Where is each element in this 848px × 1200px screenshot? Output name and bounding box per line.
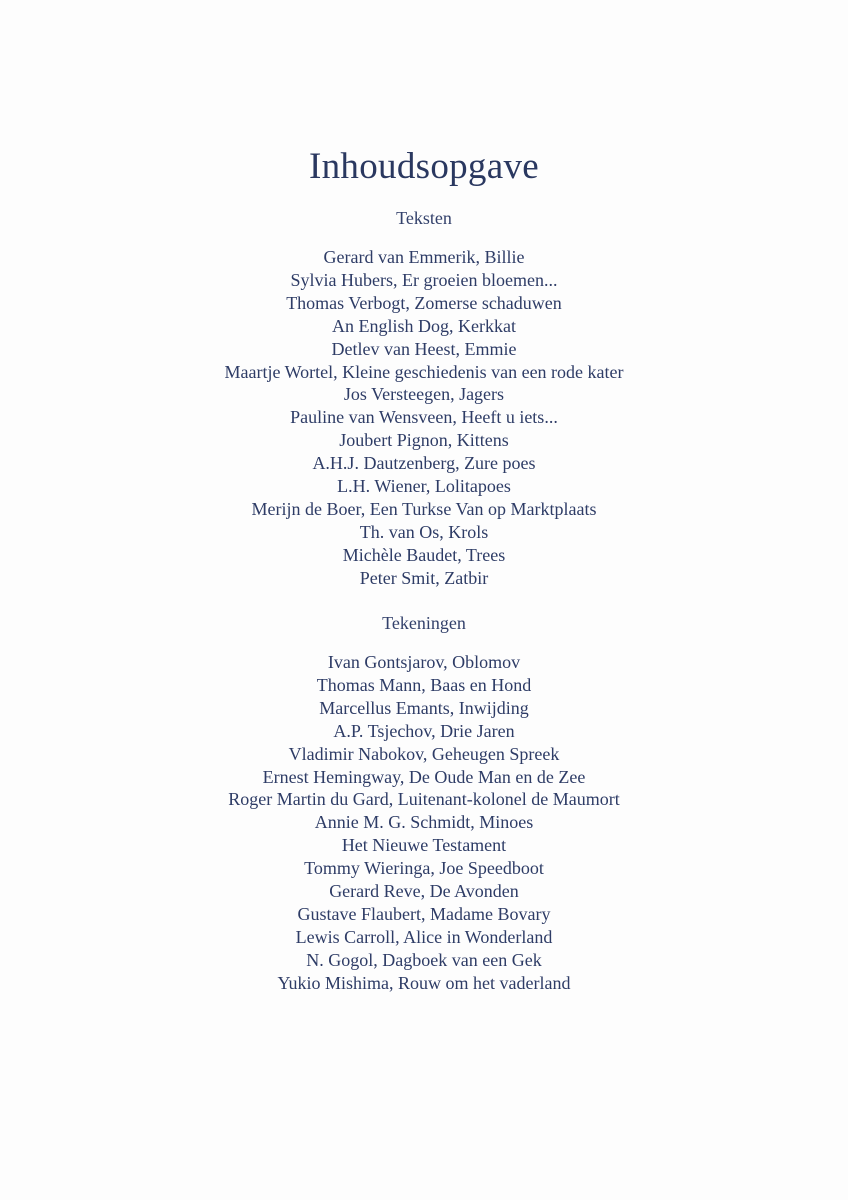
list-item: An English Dog, Kerkkat: [332, 315, 516, 336]
list-item: L.H. Wiener, Lolitapoes: [337, 476, 511, 497]
list-item: A.H.J. Dautzenberg, Zure poes: [312, 453, 536, 474]
list-item: Ernest Hemingway, De Oude Man en de Zee: [262, 766, 586, 787]
list-item: Marcellus Emants, Inwijding: [319, 697, 529, 718]
entry-list: [0, 246, 848, 590]
list-item: Peter Smit, Zatbir: [359, 567, 489, 588]
page-title: Inhoudsopgave: [309, 146, 539, 187]
list-item: Annie M. G. Schmidt, Minoes: [314, 812, 534, 833]
list-item: Pauline van Wensveen, Heeft u iets...: [290, 407, 558, 428]
list-item: Gerard van Emmerik, Billie: [323, 247, 525, 267]
list-item: Thomas Mann, Baas en Hond: [316, 674, 532, 695]
list-item: Michèle Baudet, Trees: [342, 544, 506, 565]
list-item: Het Nieuwe Testament: [341, 835, 507, 856]
section-heading: Teksten: [396, 208, 452, 228]
list-item: Gerard Reve, De Avonden: [329, 881, 519, 902]
list-item: Tommy Wieringa, Joe Speedboot: [304, 858, 544, 879]
list-item: N. Gogol, Dagboek van een Gek: [306, 949, 542, 970]
list-item: A.P. Tsjechov, Drie Jaren: [333, 720, 515, 741]
section-heading: Tekeningen: [382, 613, 466, 633]
list-item: Roger Martin du Gard, Luitenant-kolonel de Maumort: [228, 789, 620, 810]
list-item: Merijn de Boer, Een Turkse Van op Marktplaats: [251, 498, 597, 519]
entry-list: [0, 651, 848, 995]
list-item: Jos Versteegen, Jagers: [343, 384, 505, 405]
list-item: Yukio Mishima, Rouw om het vaderland: [277, 972, 571, 993]
list-item: Detlev van Heest, Emmie: [331, 338, 517, 359]
list-item: Sylvia Hubers, Er groeien bloemen...: [290, 269, 558, 290]
list-item: Gustave Flaubert, Madame Bovary: [297, 903, 551, 924]
list-item: Th. van Os, Krols: [359, 521, 489, 542]
list-item: Vladimir Nabokov, Geheugen Spreek: [288, 743, 560, 764]
list-item: Thomas Verbogt, Zomerse schaduwen: [286, 292, 562, 313]
list-item: Lewis Carroll, Alice in Wonderland: [295, 926, 553, 947]
list-item: Ivan Gontsjarov, Oblomov: [327, 652, 521, 672]
list-item: Maartje Wortel, Kleine geschiedenis van een rode kater: [224, 361, 624, 382]
section-teksten: [0, 206, 848, 590]
list-item: Joubert Pignon, Kittens: [339, 430, 509, 451]
section-tekeningen: [0, 611, 848, 995]
